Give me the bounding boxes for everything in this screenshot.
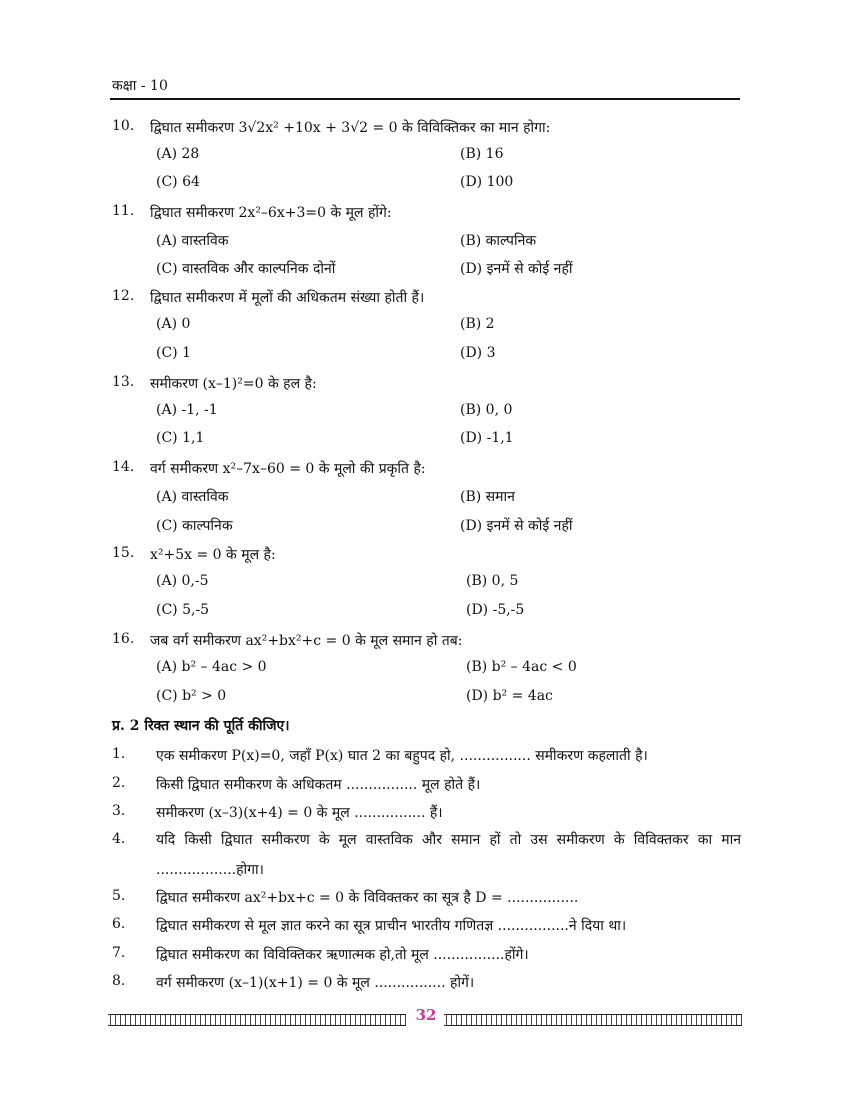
fill-blank-item: द्विघात समीकरण ax²+bx+c = 0 के विविक्तकर का सूत्र है D = ................ <box>156 890 579 906</box>
question-text: द्विघात समीकरण 3√2x² +10x + 3√2 = 0 के विविक्तिकर का मान होगा: <box>150 120 551 136</box>
question-text: समीकरण (x–1)²=0 के हल है: <box>150 376 317 392</box>
option-a: (A) b² – 4ac > 0 <box>156 659 267 675</box>
option-d: (D) इनमें से कोई नहीं <box>460 518 573 534</box>
option-c: (C) काल्पनिक <box>156 518 233 534</box>
item-number: 1. <box>112 746 126 762</box>
option-b: (B) 0, 0 <box>460 402 513 418</box>
page-number: 32 <box>415 1006 437 1024</box>
option-d: (D) इनमें से कोई नहीं <box>460 261 573 277</box>
question-number: 11. <box>112 203 135 219</box>
item-number: 2. <box>112 775 126 791</box>
option-c: (C) 5,-5 <box>156 602 210 618</box>
option-c: (C) 1,1 <box>156 430 205 446</box>
fill-blank-item: किसी द्विघात समीकरण के अधिकतम ................ मूल होते हैं। <box>156 777 481 793</box>
option-b: (B) b² – 4ac < 0 <box>466 659 577 675</box>
option-c: (C) 1 <box>156 345 191 361</box>
fill-blank-item: वर्ग समीकरण (x–1)(x+1) = 0 के मूल ................ होगें। <box>156 975 475 991</box>
question-number: 13. <box>112 374 135 390</box>
option-c: (C) 64 <box>156 174 200 190</box>
option-b: (B) 2 <box>460 316 495 332</box>
question-number: 16. <box>112 631 135 647</box>
option-d: (D) 3 <box>460 345 496 361</box>
question-number: 10. <box>112 118 135 134</box>
option-a: (A) 0 <box>156 316 191 332</box>
option-c: (C) b² > 0 <box>156 688 227 704</box>
option-a: (A) 0,-5 <box>156 573 209 589</box>
section-heading: प्र. 2 रिक्त स्थान की पूर्ति कीजिए। <box>112 718 290 734</box>
option-a: (A) 28 <box>156 146 200 162</box>
page-footer <box>108 1006 742 1026</box>
option-b: (B) 0, 5 <box>466 573 519 589</box>
option-d: (D) b² = 4ac <box>466 688 553 704</box>
fill-blank-item: यदि किसी द्विघात समीकरण के मूल वास्तविक और समान हों तो उस समीकरण के विविक्तकर का मान ..................होगा। <box>156 832 741 878</box>
class-header: कक्षा - 10 <box>112 78 168 94</box>
option-a: (A) वास्तविक <box>156 233 229 249</box>
question-number: 12. <box>112 288 135 304</box>
footer-ornament-right <box>444 1014 742 1026</box>
fill-blank-item: समीकरण (x–3)(x+4) = 0 के मूल ................ हैं। <box>156 805 443 821</box>
item-number: 3. <box>112 803 126 819</box>
question-text: द्विघात समीकरण में मूलों की अधिकतम संख्या होती हैं। <box>150 290 425 306</box>
footer-ornament-left <box>108 1014 406 1026</box>
question-text: द्विघात समीकरण 2x²–6x+3=0 के मूल होंगे: <box>150 205 392 221</box>
item-number: 8. <box>112 973 126 989</box>
item-number: 4. <box>112 831 126 847</box>
option-d: (D) -5,-5 <box>466 602 525 618</box>
fill-blank-item: द्विघात समीकरण का विविक्तिकर ऋणात्मक हो,तो मूल ................होंगे। <box>156 947 529 963</box>
header-divider <box>110 98 740 100</box>
option-d: (D) 100 <box>460 174 514 190</box>
item-number: 5. <box>112 888 126 904</box>
fill-blank-item: एक समीकरण P(x)=0, जहाँ P(x) घात 2 का बहुपद हो, ................ समीकरण कहलाती है। <box>156 748 648 764</box>
question-text: वर्ग समीकरण x²–7x–60 = 0 के मूलो की प्रकृति है: <box>150 461 426 477</box>
item-number: 7. <box>112 945 126 961</box>
option-b: (B) काल्पनिक <box>460 233 537 249</box>
option-c: (C) वास्तविक और काल्पनिक दोनों <box>156 261 336 277</box>
option-b: (B) समान <box>460 489 515 505</box>
question-text: जब वर्ग समीकरण ax²+bx²+c = 0 के मूल समान हो तब: <box>150 633 463 649</box>
fill-blank-item: द्विघात समीकरण से मूल ज्ञात करने का सूत्र प्राचीन भारतीय गणितज्ञ ................ने दिया था। <box>156 918 627 934</box>
item-number: 6. <box>112 916 126 932</box>
option-a: (A) -1, -1 <box>156 402 218 418</box>
question-text: x²+5x = 0 के मूल है: <box>150 547 276 563</box>
option-b: (B) 16 <box>460 146 504 162</box>
question-number: 15. <box>112 545 135 561</box>
question-number: 14. <box>112 459 135 475</box>
option-a: (A) वास्तविक <box>156 489 229 505</box>
option-d: (D) -1,1 <box>460 430 514 446</box>
